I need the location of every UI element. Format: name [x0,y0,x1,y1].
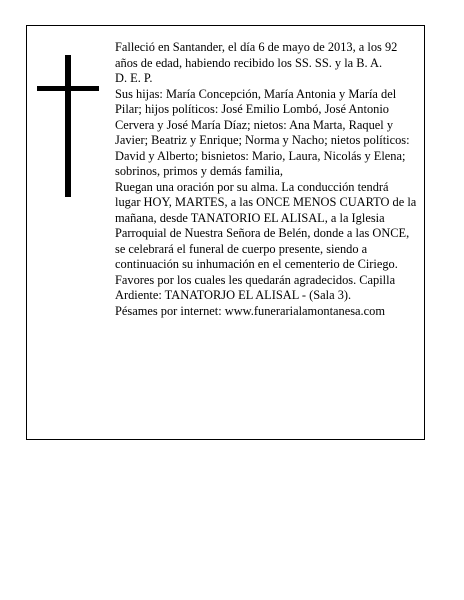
cross-vertical-bar [65,55,71,197]
obituary-notice [26,25,425,440]
latin-cross-icon [37,55,99,197]
death-announcement: Falleció en Santander, el día 6 de mayo de 2013, a los 92 años de edad, habiendo recibido los SS. SS. y la B. A. [115,40,398,70]
family-list: Sus hijas: María Concepción, María Antonia y María del Pilar; hijos políticos: José Emilio Lombó, José Antonio Cervera y José María Díaz; nietos: Ana Marta, Raquel y Javier; Beatriz y Enrique; Norma y Nacho; nietos políticos: David y Alberto; bisnietos: Mario, Laura, Nicolás y Elena; sobrinos, primos y demás familia, [115,86,410,178]
obituary-text [115,40,417,319]
condolences-line: Pésames por internet: www.funerarialamontanesa.com [115,303,385,318]
rip-line: D. E. P. [115,71,153,85]
cross-horizontal-bar [37,86,99,91]
funeral-details: Ruegan una oración por su alma. La conducción tendrá lugar HOY, MARTES, a las ONCE MENOS CUARTO de la mañana, desde TANATORIO EL ALISAL, a la Iglesia Parroquial de Nuestra Señora de Belén, donde a las ONCE, se celebrará el funeral de cuerpo presente, siendo a continuación su inhumación en el cementerio de Ciriego. Favores por los cuales les quedarán agradecidos. Capilla Ardiente: TANATORJO EL ALISAL - (Sala 3). [115,179,417,302]
